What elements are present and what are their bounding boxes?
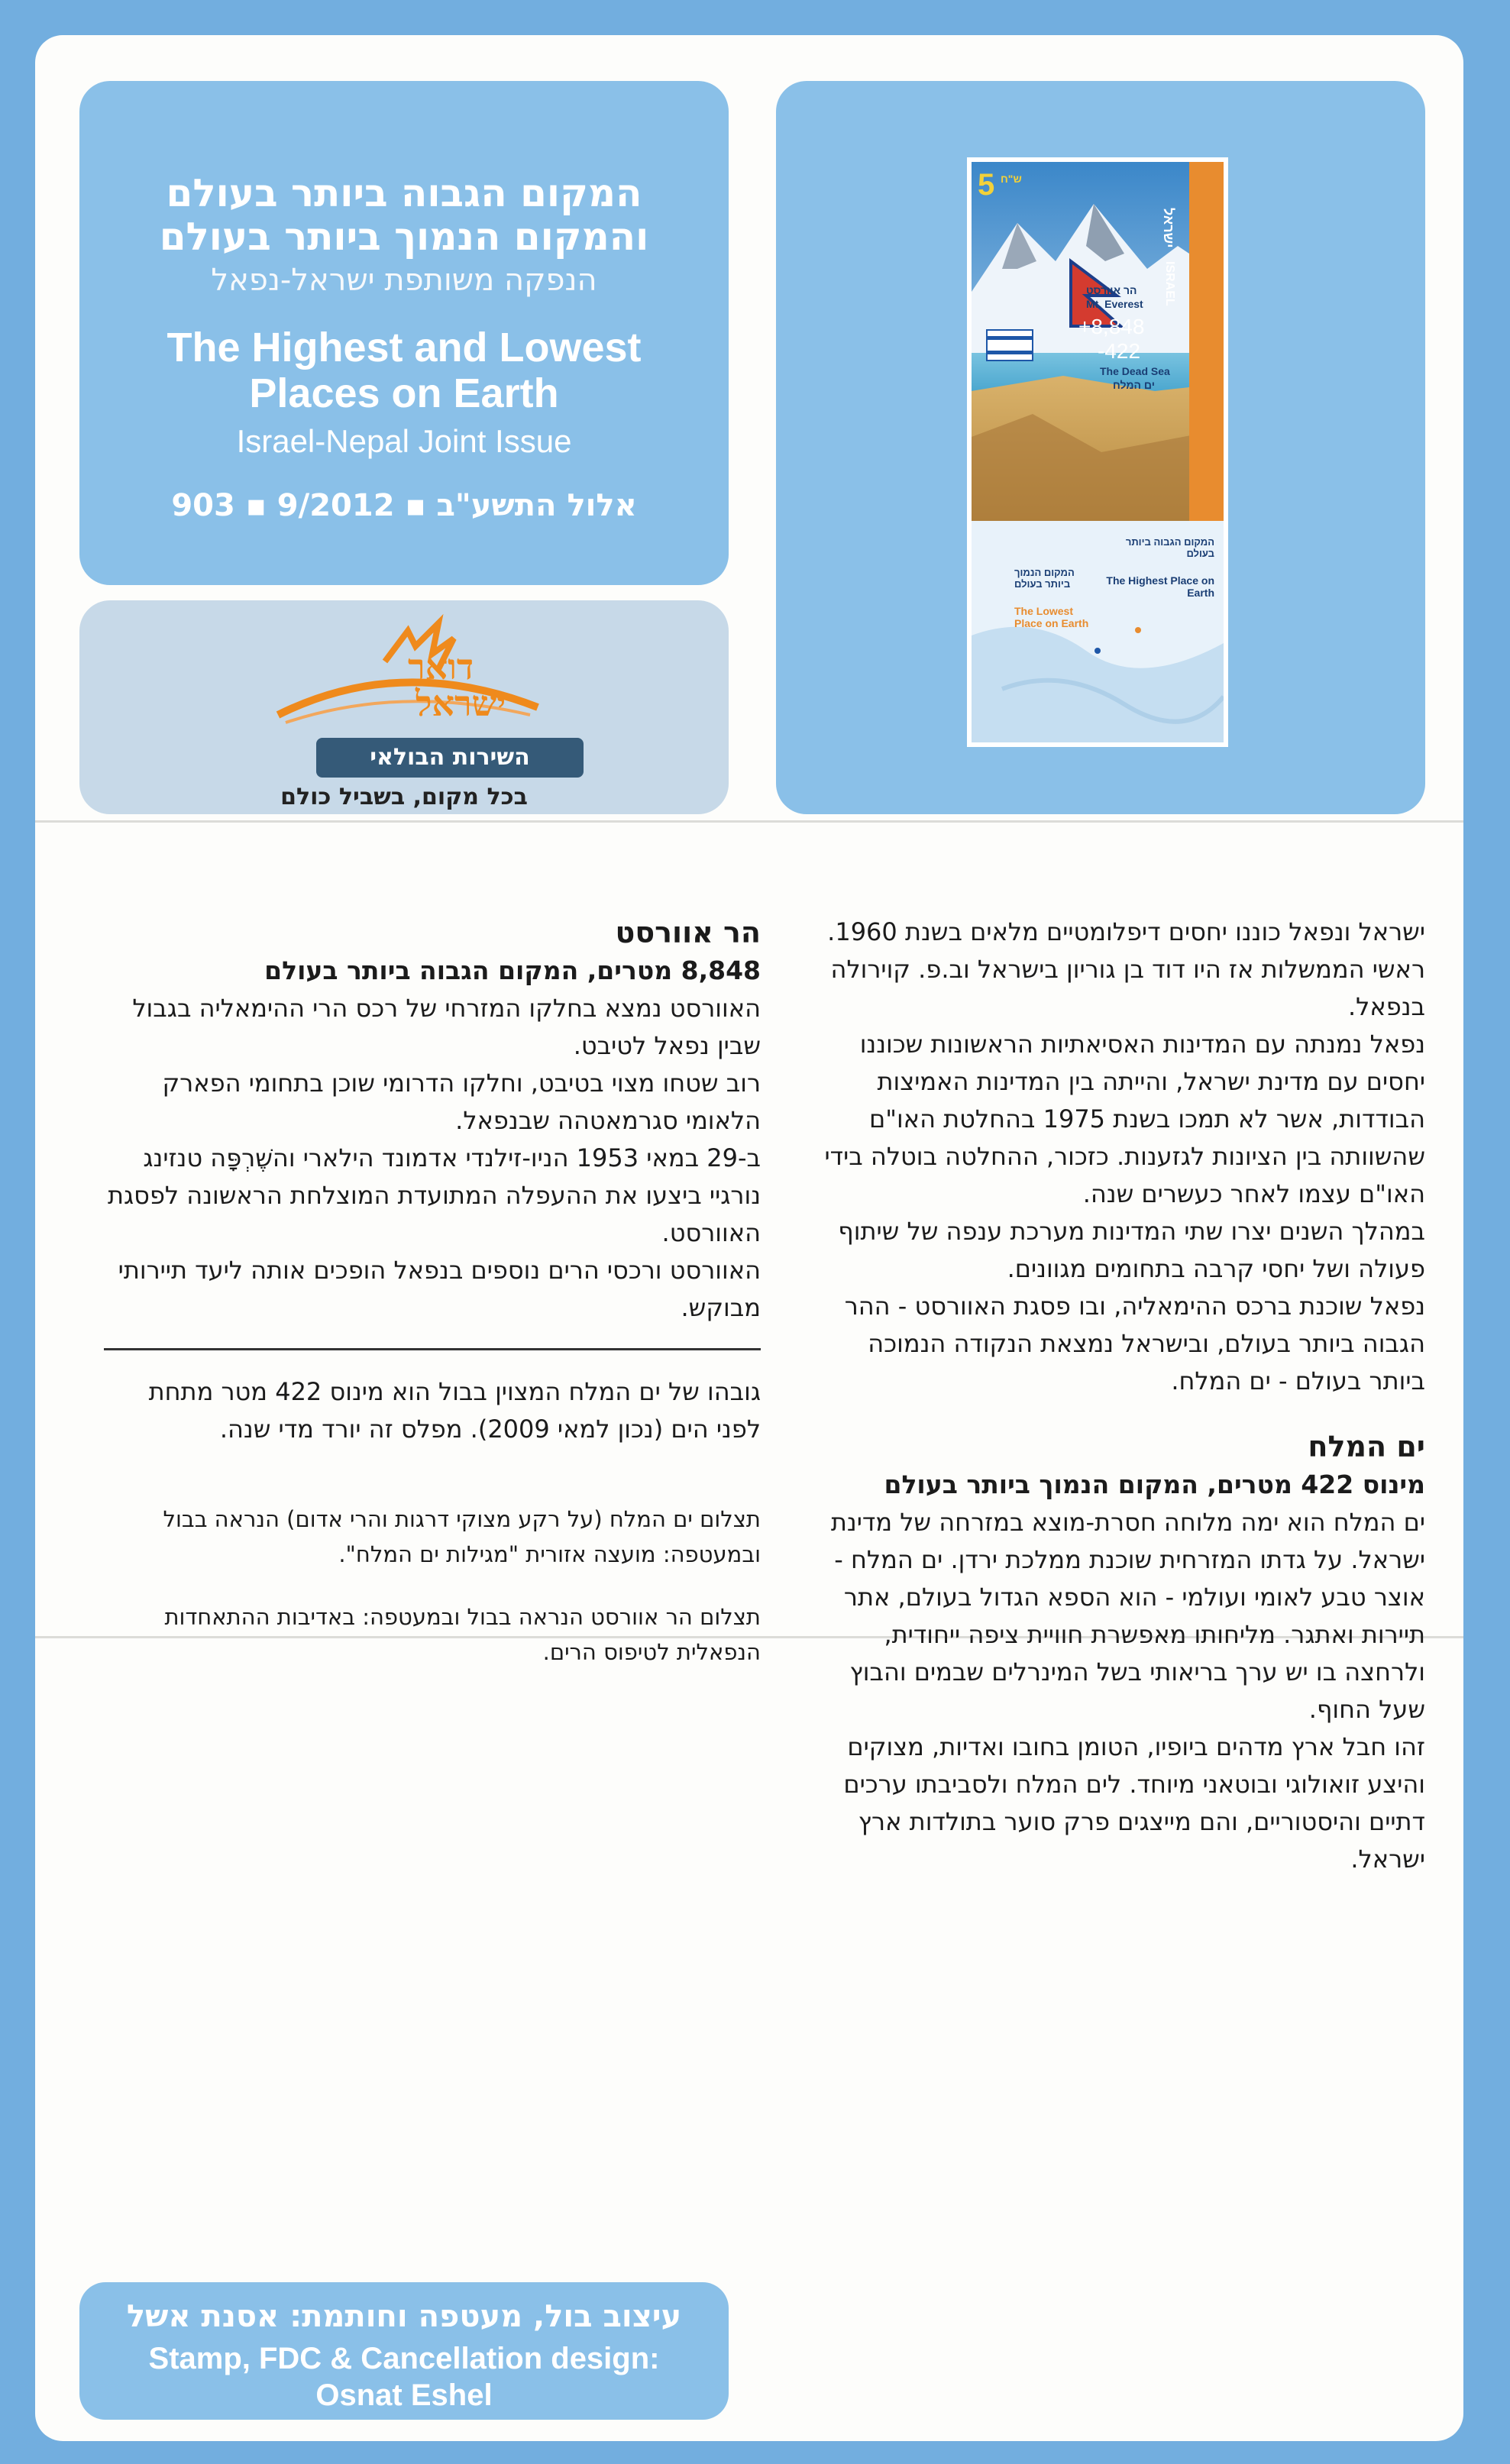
title-panel [79,81,729,585]
everest-paragraph-3: ב-29 במאי 1953 הניו-זילנדי אדמונד הילארי והשֶׁרְפָּה טנזינג נורגיי ביצעו את ההעפלה המתועדת המוצלחת הראשונה לפסגת האוורסט. [107,1143,761,1247]
left-text-column [104,913,761,1670]
brand-line-2: ישראל [415,683,506,724]
cooperation-paragraph: במהלך השנים יצרו שתי המדינות מערכת ענפה של שיתוף פעולה ושל יחסי קרבה בתחומים מגוונים. [838,1217,1425,1283]
stamp-value: 5 [978,168,995,202]
stamp-country-english: ISRAEL [1163,261,1176,306]
stamp-tab-highest-hebrew: המקום הגבוה ביותר בעולם [1125,536,1214,559]
divider [104,1348,761,1350]
brand-line-1: דואר [408,646,474,687]
issue-number-date: 903 ▪ 9/2012 ▪ אלול התשע"ב [171,488,637,523]
intro-paragraph: ישראל ונפאל כוננו יחסים דיפלומטיים מלאים בשנת 1960. ראשי הממשלות אז היו דוד בן גוריון בישראל וב.פ. קוירולה בנפאל. [827,917,1425,1021]
everest-paragraph-4: האוורסט ורכסי הרים נוספים בנפאל הופכים אותה ליעד תיירותי מבוקש. [118,1256,761,1322]
dead-sea-subheading: מינוס 422 מטרים, המקום הנמוך ביותר בעולם [884,1470,1425,1499]
everest-paragraph-1: האוורסט נמצא בחלקו המזרחי של רכס הרי ההימאליה בגבול שבין נפאל לטיבט. [132,994,761,1060]
deer-logo-icon [79,600,729,814]
dead-sea-heading: ים המלח [1308,1430,1425,1463]
everest-subheading: 8,848 מטרים, המקום הגבוה ביותר בעולם [264,956,761,985]
stamp-everest-hebrew: הר אוורסט [1086,284,1137,296]
folder-sheet [35,35,1463,2441]
design-credit-hebrew: עיצוב בול, מעטפה וחותמת: אסנת אשל [126,2299,682,2334]
stamp-tab-highest-english: The Highest Place on Earth [1106,574,1214,599]
dead-sea-paragraph-1: ים המלח הוא ימה מלוחה חסרת-מוצא במזרחה של מדינת ישראל. על גדתו המזרחית שוכנת ממלכת ירדן. ים המלח - אוצר טבע לאומי ועולמי - הוא הספא הגדול בעולם, אתר תיירות ואתגר. מליחותו מאפשרת חוויית ציפה ייחודית, ולרחצה בו יש ערך בריאותי בשל המינרלים שבמים והבוץ שעל החוף. [830,1508,1425,1724]
stamp-image [972,162,1224,521]
stamp-tab-lowest-hebrew: המקום הנמוך ביותר בעולם [1014,567,1075,590]
everest-heading: הר אוורסט [615,916,761,949]
photo-credit-everest: תצלום הר אוורסט הנראה בבול ובמעטפה: באדיבות ההתאחדות הנפאלית לטיפוס הרים. [164,1604,761,1665]
geography-paragraph: נפאל שוכנת ברכס ההימאליה, ובו פסגת האוורסט - ההר הגבוה ביותר בעולם, ובישראל נמצאת הנקודה הנמוכה ביותר בעולם - ים המלח. [844,1292,1425,1395]
stamp-depth: -422 [1098,339,1141,363]
stamp-country-hebrew: ישראל [1161,208,1176,248]
dead-sea-height-note: גובהו של ים המלח המצוין בבול הוא מינוס 422 מטר מתחת לפני הים (נכון למאי 2009). מפלס זה יורד מדי שנה. [148,1377,761,1444]
stamp-currency: ש"ח [1001,173,1022,185]
philatelic-service-label: השירות הבולאי [316,738,584,778]
english-title-line-1: The Highest and Lowest [167,325,642,370]
fold-line-top [35,820,1463,823]
stamp-tab [972,521,1224,742]
dead-sea-paragraph-2: זהו חבל ארץ מדהים ביופיו, הטומן בחובו ואדיות, מצוקים והיצע זואולוגי ובוטאני מיוחד. לים המלח ולסביבתו ערכים דתיים והיסטוריים, והם מייצגים פרק סוער בתולדות ארץ ישראל. [843,1732,1425,1874]
hebrew-subtitle: הנפקה משותפת ישראל-נפאל [211,263,597,298]
stamp-panel [776,81,1425,814]
hebrew-title-line-1: המקום הגבוה ביותר בעולם [166,171,642,215]
design-credit-english-line-1: Stamp, FDC & Cancellation design: [148,2342,660,2375]
photo-credit-dead-sea: תצלום ים המלח (על רקע מצוקי דרגות והרי אדום) הנראה בבול ובמעטפה: מועצה אזורית "מגילות ים המלח". [163,1506,761,1567]
nepal-relations-paragraph: נפאל נמנתה עם המדינות האסיאתיות הראשונות שכוננו יחסים עם מדינת ישראל, והייתה בין המדינות האמיצות הבודדות, אשר לא תמכו בשנת 1975 בהחלטת האו"ם שהשוותה בין הציונות לגזענות. כזכור, ההחלטה בוטלה בידי האו"ם עצמו לאחר כעשרים שנה. [824,1030,1425,1208]
israel-post-logo-panel [79,600,729,814]
stamp-deadsea-english: The Dead Sea [1100,365,1170,377]
design-credit-panel [79,2282,729,2420]
english-subtitle: Israel-Nepal Joint Issue [236,423,572,459]
design-credit-english-line-2: Osnat Eshel [315,2378,493,2412]
stamp-deadsea-hebrew: ים המלח [1113,379,1155,391]
stamp-tab-lowest-english: The Lowest Place on Earth [1014,605,1089,629]
brand-slogan: בכל מקום, בשביל כולם [280,784,528,810]
stamp [967,157,1228,747]
right-text-column [822,913,1425,1878]
stamp-everest-english: Mt. Everest [1086,298,1143,310]
english-title-line-2: Places on Earth [249,370,559,416]
everest-paragraph-2: רוב שטחו מצוי בטיבט, וחלקו הדרומי שוכן בתחומי הפארק הלאומי סגרמאטהה שבנפאל. [162,1069,761,1135]
hebrew-title-line-2: והמקום הנמוך ביותר בעולם [159,215,649,259]
stamp-height: +8,848 [1078,315,1145,338]
